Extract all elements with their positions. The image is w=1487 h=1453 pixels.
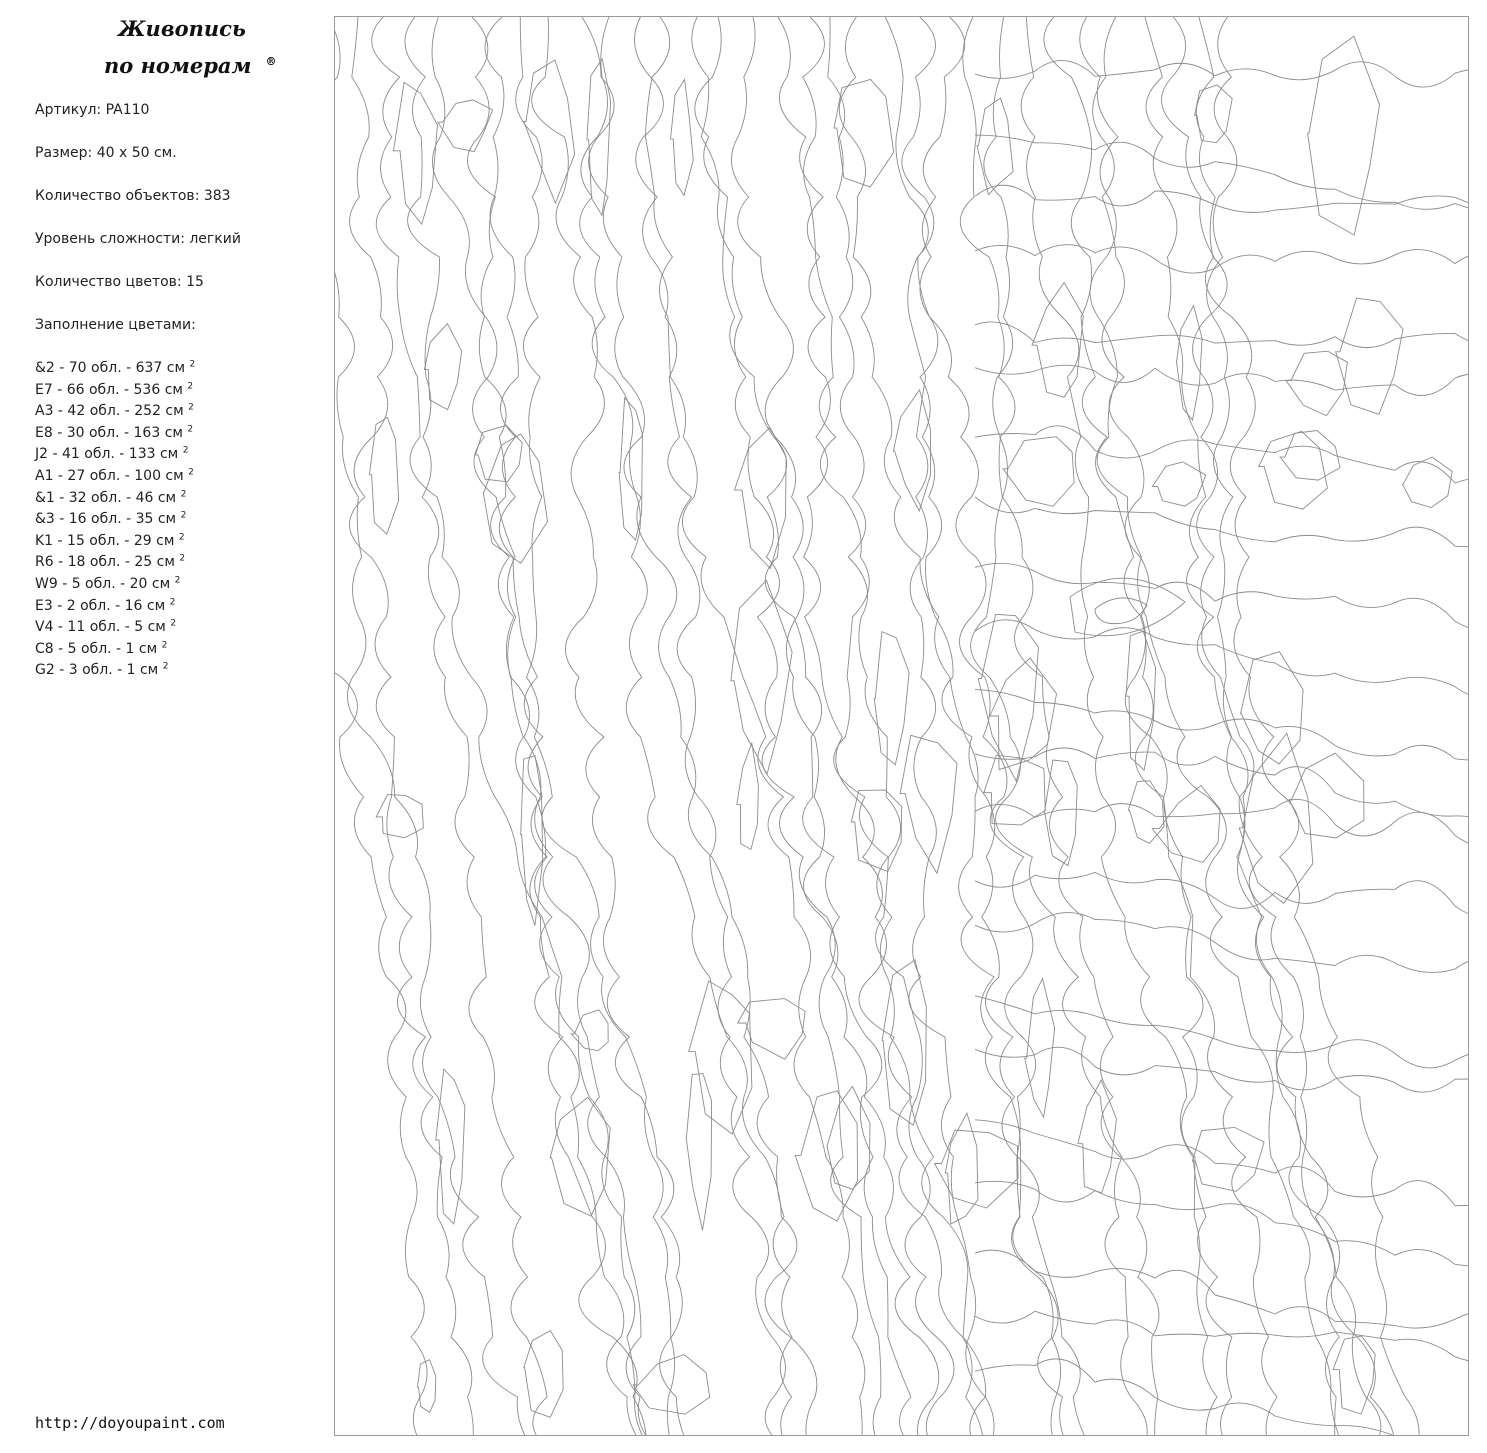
fill-header: Заполнение цветами: — [35, 317, 196, 333]
fill-unit-superscript: 2 — [170, 618, 177, 629]
color-region-outline — [436, 1069, 465, 1224]
color-region-outline — [882, 960, 926, 1125]
stripe-outline — [984, 17, 1159, 1436]
list-item — [35, 509, 195, 531]
fill-unit-superscript: 2 — [187, 380, 194, 391]
list-item — [35, 444, 195, 466]
color-region-outline — [1241, 652, 1304, 764]
registered-mark: ® — [265, 55, 277, 68]
article-label: Артикул: PA110 — [35, 102, 150, 118]
stripe-outline — [532, 17, 694, 1436]
list-item — [35, 552, 195, 574]
color-region-outline — [571, 1010, 608, 1051]
list-item — [35, 423, 195, 445]
fill-text: A1 - 27 обл. - 100 см — [35, 467, 184, 484]
list-item — [35, 660, 195, 682]
color-region-outline — [737, 743, 759, 850]
fill-text: V4 - 11 обл. - 5 см — [35, 619, 166, 636]
color-region-outline — [795, 1091, 857, 1221]
list-item — [35, 596, 195, 618]
color-region-outline — [977, 98, 1013, 195]
fill-text: G2 - 3 обл. - 1 см — [35, 662, 159, 679]
fill-text: K1 - 15 обл. - 29 см — [35, 532, 175, 549]
color-region-outline — [945, 1113, 978, 1224]
fill-unit-superscript: 2 — [180, 488, 187, 499]
stripe-outline — [975, 245, 1469, 275]
stripe-outline — [695, 17, 925, 1436]
stripe-outline — [975, 1359, 1469, 1436]
color-region-outline — [834, 79, 894, 187]
color-region-outline — [376, 795, 423, 838]
fill-text: A3 - 42 обл. - 252 см — [35, 403, 184, 420]
color-region-outline — [1126, 631, 1156, 770]
product-info — [35, 100, 241, 358]
color-region-outline — [1032, 283, 1083, 398]
fill-text: R6 - 18 обл. - 25 см — [35, 554, 175, 571]
color-region-outline — [1280, 431, 1340, 481]
fill-unit-superscript: 2 — [179, 553, 186, 564]
fill-text: E3 - 2 обл. - 16 см — [35, 597, 166, 614]
stripe-outline — [975, 563, 1469, 631]
coloring-canvas — [334, 16, 1469, 1436]
stripe-outline — [975, 1181, 1469, 1267]
color-region-outline — [738, 999, 806, 1060]
list-item — [35, 358, 195, 380]
fill-unit-superscript: 2 — [178, 532, 185, 543]
color-region-outline — [1333, 1336, 1375, 1414]
color-region-outline — [935, 1130, 1019, 1208]
color-region-outline — [900, 735, 957, 873]
brand-logo — [96, 12, 296, 82]
fill-unit-superscript: 2 — [187, 424, 194, 435]
color-region-outline — [587, 59, 611, 216]
color-region-outline — [483, 434, 547, 563]
fill-text: E8 - 30 обл. - 163 см — [35, 424, 183, 441]
fill-unit-superscript: 2 — [189, 359, 196, 370]
color-region-outline — [1259, 431, 1328, 509]
color-region-outline — [619, 398, 642, 540]
color-region-outline — [893, 390, 930, 511]
stripe-outline — [1044, 17, 1217, 1436]
fill-text: J2 - 41 обл. - 133 см — [35, 446, 179, 463]
fill-unit-superscript: 2 — [169, 596, 176, 607]
color-region-outline — [1152, 786, 1220, 863]
color-region-outline — [874, 632, 909, 765]
fill-unit-superscript: 2 — [180, 510, 187, 521]
fill-text: &1 - 32 обл. - 46 см — [35, 489, 177, 506]
stripe-outline — [432, 17, 663, 1436]
stripe-outline — [405, 17, 558, 1436]
stripe-outline — [975, 748, 1469, 832]
list-item — [35, 466, 195, 488]
list-item — [35, 488, 195, 510]
difficulty-label: Уровень сложности: легкий — [35, 231, 241, 247]
color-region-outline — [978, 614, 1038, 781]
brand-line-2-text: по номерам — [104, 53, 252, 78]
stripe-outline — [960, 17, 1147, 1436]
stripe-outline — [692, 17, 887, 1436]
fill-unit-superscript: 2 — [161, 640, 168, 651]
color-region-outline — [1003, 437, 1074, 507]
color-region-outline — [1195, 85, 1233, 143]
list-item — [35, 574, 195, 596]
list-item — [35, 531, 195, 553]
color-region-outline — [1152, 462, 1205, 506]
stripe-outline — [646, 17, 865, 1436]
color-region-outline — [1176, 306, 1202, 421]
stripe-outline — [731, 17, 938, 1436]
color-region-outline — [1403, 457, 1453, 508]
stripe-outline — [516, 17, 675, 1436]
objects-count-label: Количество объектов: 383 — [35, 188, 231, 204]
stripe-outline — [828, 17, 954, 1436]
list-item — [35, 639, 195, 661]
stripe-outline — [349, 17, 473, 1436]
color-region-outline — [476, 425, 523, 482]
color-fill-list — [35, 358, 195, 682]
stripe-outline — [1093, 17, 1277, 1436]
eye-outline — [1095, 598, 1147, 624]
color-region-outline — [827, 1086, 870, 1189]
color-region-outline — [1239, 733, 1313, 903]
fill-text: W9 - 5 обл. - 20 см — [35, 575, 171, 592]
stripe-outline — [975, 185, 1469, 215]
stripe-outline — [975, 322, 1469, 348]
stripe-outline — [975, 1250, 1469, 1328]
stripe-outline — [975, 135, 1469, 218]
fill-text: E7 - 66 обл. - 536 см — [35, 381, 183, 398]
fill-unit-superscript: 2 — [188, 467, 194, 478]
stripe-outline — [975, 61, 1469, 88]
fill-text: C8 - 5 обл. - 1 см — [35, 640, 158, 657]
stripe-outline — [975, 426, 1469, 483]
stripe-outline — [885, 17, 1096, 1436]
color-region-outline — [671, 80, 694, 196]
eye-surround-outline — [1070, 578, 1185, 636]
list-item — [35, 617, 195, 639]
stripe-outline — [372, 17, 652, 1436]
stripe-outline — [1021, 17, 1236, 1436]
color-region-outline — [633, 1355, 710, 1415]
fill-text: &2 - 70 обл. - 637 см — [35, 360, 186, 376]
stripe-outline — [975, 689, 1469, 760]
zebra-outline-artwork — [335, 17, 1469, 1436]
stripe-outline — [975, 620, 1469, 698]
fill-unit-superscript: 2 — [174, 575, 181, 586]
stripe-outline — [580, 17, 817, 1436]
fill-unit-superscript: 2 — [188, 402, 194, 413]
list-item — [35, 401, 195, 423]
stripe-outline — [468, 17, 647, 1436]
size-label: Размер: 40 x 50 см. — [35, 145, 177, 161]
stripe-outline — [582, 17, 795, 1436]
color-region-outline — [550, 1097, 610, 1216]
color-region-outline — [686, 1074, 711, 1231]
color-region-outline — [1336, 298, 1403, 414]
stripe-outline — [975, 913, 1469, 973]
stripe-outline — [975, 1120, 1469, 1206]
stripe-outline — [485, 17, 656, 1436]
color-region-outline — [851, 790, 901, 871]
stripe-outline — [975, 1311, 1469, 1365]
fill-unit-superscript: 2 — [162, 661, 169, 672]
color-region-outline — [438, 100, 493, 152]
stripe-outline — [803, 17, 994, 1436]
stripe-outline — [1080, 17, 1349, 1436]
colors-count-label: Количество цветов: 15 — [35, 274, 204, 290]
brand-line-2 — [96, 45, 296, 82]
color-region-outline — [424, 324, 461, 410]
fill-unit-superscript: 2 — [182, 445, 189, 456]
brand-line-1: Живопись — [118, 16, 246, 41]
website-link[interactable]: http://doyoupaint.com — [35, 1414, 225, 1432]
fill-text: &3 - 16 обл. - 35 см — [35, 511, 177, 528]
list-item — [35, 380, 195, 402]
color-region-outline — [1078, 1080, 1117, 1193]
stripe-outline — [335, 17, 539, 1436]
stripe-outline — [635, 17, 798, 1436]
color-region-outline — [1289, 753, 1364, 838]
color-region-outline — [1128, 781, 1164, 844]
